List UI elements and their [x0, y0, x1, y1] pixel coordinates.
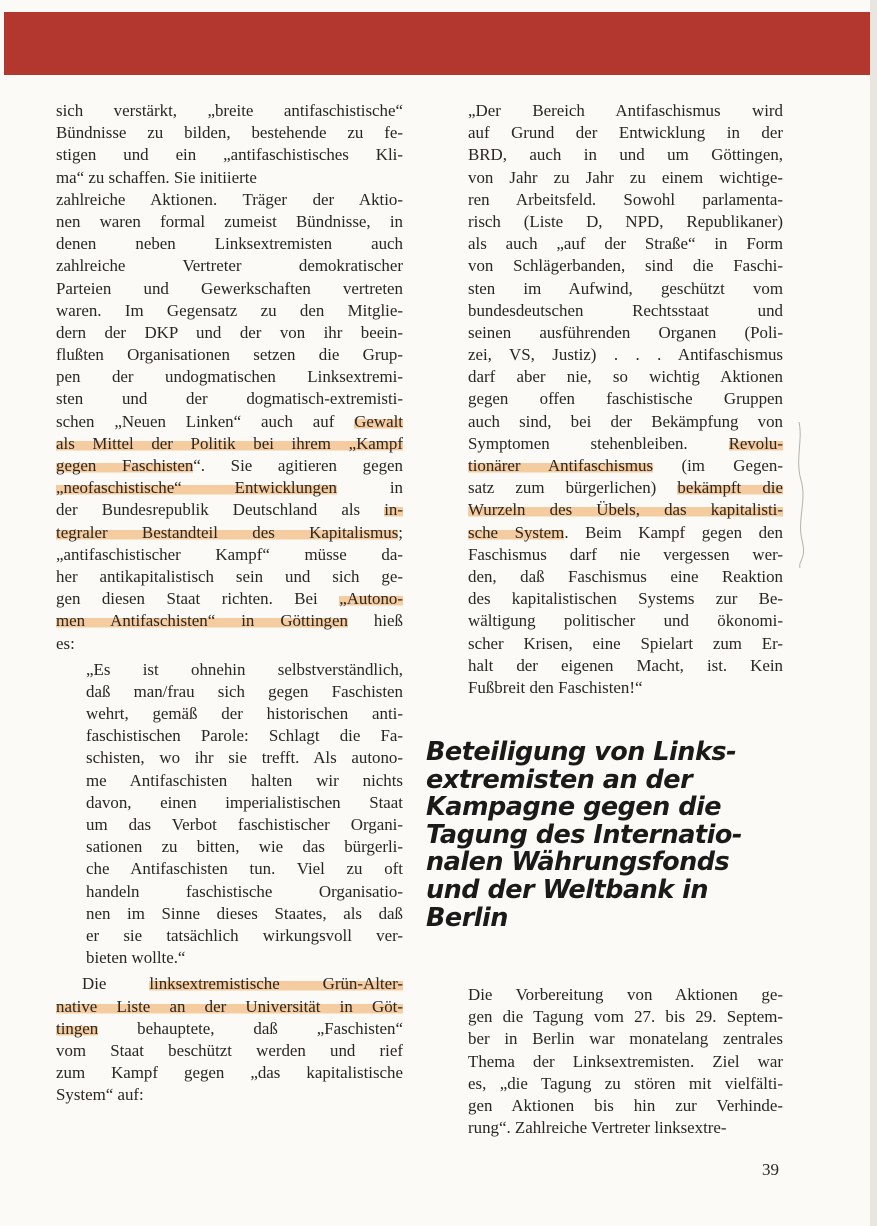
text-line — [468, 300, 783, 322]
text-line — [86, 858, 403, 880]
text-line — [56, 973, 403, 995]
text-line — [468, 1095, 783, 1117]
text-line — [56, 633, 403, 655]
text-line — [468, 167, 783, 189]
highlighted-text: „Autono- — [339, 589, 403, 609]
text-segment: sten und der dogmatisch-extremisti- — [56, 389, 403, 409]
heading-line: Berlin — [426, 902, 508, 933]
text-segment: hieß — [347, 611, 403, 631]
highlighted-text: „neofaschistische“ Entwicklungen — [56, 478, 337, 498]
page-edge — [870, 0, 877, 1226]
text-segment: sich verstärkt, „breite antifaschistische“ — [56, 101, 403, 120]
text-segment: BRD, auch in und um Göttingen, — [468, 145, 783, 165]
text-line — [468, 388, 783, 410]
text-segment: den, daß Faschismus eine Reaktion — [468, 566, 783, 586]
text-segment: seinen ausführenden Organen (Poli- — [468, 322, 783, 342]
text-segment: dern der DKP und der von ihr beein- — [56, 322, 403, 342]
text-line — [468, 100, 783, 122]
text-line — [56, 522, 403, 544]
text-line — [86, 770, 403, 792]
text-line — [468, 522, 783, 544]
text-segment: satz zum bürgerlichen) — [468, 478, 678, 498]
text-segment: gegen offen faschistische Gruppen — [468, 389, 783, 409]
text-line — [56, 388, 403, 410]
text-segment: davon, einen imperialistischen Staat — [86, 792, 403, 812]
text-line — [56, 477, 403, 499]
highlighted-text: men Antifaschisten“ in Göttingen — [56, 611, 348, 631]
text-line — [86, 703, 403, 725]
text-line — [468, 655, 783, 677]
heading-line: Tagung des Internatio- — [426, 819, 742, 850]
text-segment: Parteien und Gewerkschaften vertreten — [56, 278, 403, 298]
highlighted-text: native Liste an der Universität in Göt- — [56, 996, 403, 1016]
text-line — [56, 233, 403, 255]
left-column — [56, 100, 403, 1106]
right-quote-text — [468, 100, 783, 699]
text-line — [56, 455, 403, 477]
text-line — [86, 792, 403, 814]
text-segment: Thema der Linksextremisten. Ziel war — [468, 1051, 783, 1071]
text-segment: nen im Sinne dieses Staates, als daß — [86, 903, 403, 923]
text-segment: Faschismus darf nie vergessen wer- — [468, 544, 783, 564]
section-heading — [426, 739, 786, 932]
text-segment: auf Grund der Entwicklung in der — [468, 123, 783, 143]
text-line — [468, 344, 783, 366]
text-segment: zahlreiche Aktionen. Träger der Aktio- — [56, 189, 403, 209]
text-segment: sten im Aufwind, geschützt vom — [468, 278, 783, 298]
text-line — [56, 322, 403, 344]
text-segment: stigen und ein „antifaschistisches Kli- — [56, 145, 403, 165]
text-segment: nen waren formal zumeist Bündnisse, in — [56, 211, 403, 231]
highlighted-text: Gewalt — [354, 411, 403, 431]
page-number: 39 — [762, 1160, 779, 1179]
text-segment: von Jahr zu Jahr zu einem wichtige- — [468, 167, 783, 187]
text-line — [468, 211, 783, 233]
text-line — [468, 255, 783, 277]
text-segment: als auch „auf der Straße“ in Form — [468, 234, 783, 254]
text-line — [56, 1018, 403, 1040]
text-line — [86, 659, 403, 681]
text-segment: ber in Berlin war monatelang zentrales — [468, 1029, 783, 1049]
text-segment: des kapitalistischen Systems zur Be- — [468, 589, 783, 609]
text-segment: es, „die Tagung zu stören mit vielfälti- — [468, 1073, 783, 1093]
text-segment: schisten, wo ihr sie trefft. Als autono- — [86, 748, 403, 768]
text-line — [468, 544, 783, 566]
heading-line: extremisten an der — [426, 764, 693, 795]
text-line — [468, 677, 783, 699]
text-segment: handeln faschistische Organisatio- — [86, 881, 403, 901]
text-segment: um das Verbot faschistischer Organi- — [86, 815, 403, 834]
text-line — [468, 144, 783, 166]
text-line — [468, 499, 783, 521]
text-line — [468, 411, 783, 433]
text-segment: ; — [398, 522, 403, 542]
right-body-text — [468, 984, 783, 1139]
text-line — [56, 300, 403, 322]
text-line — [56, 100, 403, 122]
highlighted-text: Wurzeln des Übels, das kapitalisti- — [468, 500, 783, 520]
text-line — [468, 1028, 783, 1050]
text-line — [56, 588, 403, 610]
text-segment: System“ auf: — [56, 1085, 144, 1105]
text-line — [468, 322, 783, 344]
highlighted-text: tionärer Antifaschismus — [468, 456, 654, 475]
text-segment: che Antifaschisten tun. Viel zu oft — [86, 859, 403, 879]
heading-line: Beteiligung von Links- — [426, 737, 737, 767]
text-segment: Fußbreit den Faschisten!“ — [468, 677, 643, 697]
text-segment: Bündnisse zu bilden, bestehende zu fe- — [56, 123, 403, 143]
text-segment: der Bundesrepublik Deutschland als — [56, 500, 385, 520]
text-segment: flußten Organisationen setzen die Grup- — [56, 345, 403, 365]
text-segment: denen neben Linksextremisten auch — [56, 234, 403, 254]
highlighted-text: linksextremistische Grün-Alter- — [149, 974, 403, 994]
text-segment: bieten wollte.“ — [86, 948, 186, 968]
highlighted-text: in- — [384, 500, 403, 520]
text-segment: behauptete, daß „Faschisten“ — [98, 1018, 403, 1038]
text-line — [86, 747, 403, 769]
text-segment: ren Arbeitsfeld. Sowohl parlamenta- — [468, 189, 783, 209]
text-line — [468, 1117, 783, 1139]
text-line — [468, 278, 783, 300]
text-line — [56, 189, 403, 211]
text-line — [86, 947, 403, 969]
text-line — [86, 925, 403, 947]
text-line — [56, 144, 403, 166]
left-closing-text — [56, 973, 403, 1106]
highlighted-text: gegen Faschisten — [56, 456, 194, 475]
text-segment: halt der eigenen Macht, ist. Kein — [468, 655, 783, 675]
text-segment: schen „Neuen Linken“ auch auf — [56, 411, 355, 431]
heading-line: nalen Währungsfonds — [426, 847, 730, 878]
text-line — [86, 681, 403, 703]
text-line — [56, 433, 403, 455]
text-segment: her antikapitalistisch sein und sich ge- — [56, 566, 403, 586]
text-line — [468, 1073, 783, 1095]
heading-line: Kampagne gegen die — [426, 792, 721, 823]
text-line — [56, 411, 403, 433]
text-line — [56, 610, 403, 632]
text-segment: vom Staat beschützt werden und rief — [56, 1040, 403, 1060]
text-line — [468, 1051, 783, 1073]
text-segment: sationen zu bitten, wie das bürgerli- — [86, 837, 403, 857]
text-line — [468, 433, 783, 455]
quote-block — [86, 659, 403, 970]
text-segment: „Der Bereich Antifaschismus wird — [468, 101, 783, 120]
text-segment: gen die Tagung vom 27. bis 29. Septem- — [468, 1007, 783, 1027]
text-line — [56, 344, 403, 366]
text-line — [56, 211, 403, 233]
text-segment: faschistischen Parole: Schlagt die Fa- — [86, 726, 403, 746]
text-segment: er sie tatsächlich wirkungsvoll ver- — [86, 925, 403, 945]
highlighted-text: als Mittel der Politik bei ihrem „Kampf — [56, 433, 403, 453]
highlighted-text: sche System — [468, 522, 565, 542]
text-line — [86, 903, 403, 925]
text-segment: bundesdeutschen Rechtsstaat und — [468, 300, 783, 320]
text-segment: in — [336, 478, 403, 498]
text-line — [56, 122, 403, 144]
text-segment: rung“. Zahlreiche Vertreter linksextre- — [468, 1118, 727, 1138]
text-line — [468, 366, 783, 388]
text-line — [468, 233, 783, 255]
text-line — [56, 255, 403, 277]
text-segment: (im Gegen- — [653, 456, 783, 475]
text-line — [468, 588, 783, 610]
heading-line: und der Weltbank in — [426, 874, 709, 905]
text-line — [56, 1062, 403, 1084]
text-line — [468, 455, 783, 477]
text-segment: zum Kampf gegen „das kapitalistische — [56, 1063, 403, 1083]
text-segment: Symptomen stehenbleiben. — [468, 433, 729, 453]
text-segment: „antifaschistischer Kampf“ müsse da- — [56, 544, 403, 564]
text-segment: ma“ zu schaffen. Sie initiierte — [56, 167, 257, 187]
text-line — [86, 814, 403, 836]
text-line — [86, 725, 403, 747]
right-column — [468, 100, 783, 699]
text-segment: daß man/frau sich gegen Faschisten — [86, 681, 403, 701]
text-segment: . Beim Kampf gegen den — [564, 522, 783, 542]
text-line — [468, 1006, 783, 1028]
text-line — [56, 566, 403, 588]
text-line — [56, 366, 403, 388]
text-line — [468, 122, 783, 144]
right-bottom-column — [468, 984, 783, 1139]
text-segment: scher Krisen, eine Spielart zum Er- — [468, 633, 783, 653]
text-line — [56, 544, 403, 566]
text-line — [468, 984, 783, 1006]
text-segment: wehrt, gemäß der historischen anti- — [86, 704, 403, 724]
highlighted-text: Revolu- — [728, 433, 783, 453]
text-segment: zei, VS, Justiz) . . . Antifaschismus — [468, 345, 783, 365]
text-line — [56, 499, 403, 521]
top-color-band — [4, 12, 870, 75]
text-line — [56, 278, 403, 300]
margin-pen-mark — [789, 420, 809, 570]
text-line — [56, 1084, 403, 1106]
text-line — [468, 477, 783, 499]
text-segment: „Es ist ohnehin selbstverständlich, — [86, 659, 403, 679]
text-segment: auch sind, bei der Bekämpfung von — [468, 411, 783, 431]
text-segment: es: — [56, 633, 75, 653]
text-segment: wältigung politischer und ökonomi- — [468, 611, 783, 631]
text-segment: darf aber nie, so wichtig Aktionen — [468, 367, 783, 387]
text-line — [56, 1040, 403, 1062]
text-segment: Die — [82, 974, 150, 994]
text-segment: risch (Liste D, NPD, Republikaner) — [468, 211, 783, 231]
text-line — [468, 189, 783, 211]
text-line — [86, 836, 403, 858]
text-segment: zahlreiche Vertreter demokratischer — [56, 256, 403, 276]
text-line — [468, 566, 783, 588]
text-segment: gen diesen Staat richten. Bei — [56, 589, 340, 609]
text-line — [468, 633, 783, 655]
text-line — [56, 996, 403, 1018]
text-line — [56, 167, 403, 189]
highlighted-text: bekämpft die — [677, 478, 783, 498]
highlighted-text: tingen — [56, 1018, 99, 1038]
text-segment: gen Aktionen bis hin zur Verhinde- — [468, 1095, 783, 1115]
text-line — [468, 610, 783, 632]
text-segment: “. Sie agitieren gegen — [193, 456, 403, 475]
text-segment: pen der undogmatischen Linksextremi- — [56, 367, 403, 387]
highlighted-text: tegraler Bestandteil des Kapitalismus — [56, 522, 399, 542]
text-segment: waren. Im Gegensatz zu den Mitglie- — [56, 300, 403, 320]
text-segment: me Antifaschisten halten wir nichts — [86, 770, 403, 790]
text-segment: von Schlägerbanden, sind die Faschi- — [468, 256, 783, 276]
left-body-text — [56, 100, 403, 655]
text-segment: Die Vorbereitung von Aktionen ge- — [468, 985, 783, 1004]
text-line — [86, 881, 403, 903]
